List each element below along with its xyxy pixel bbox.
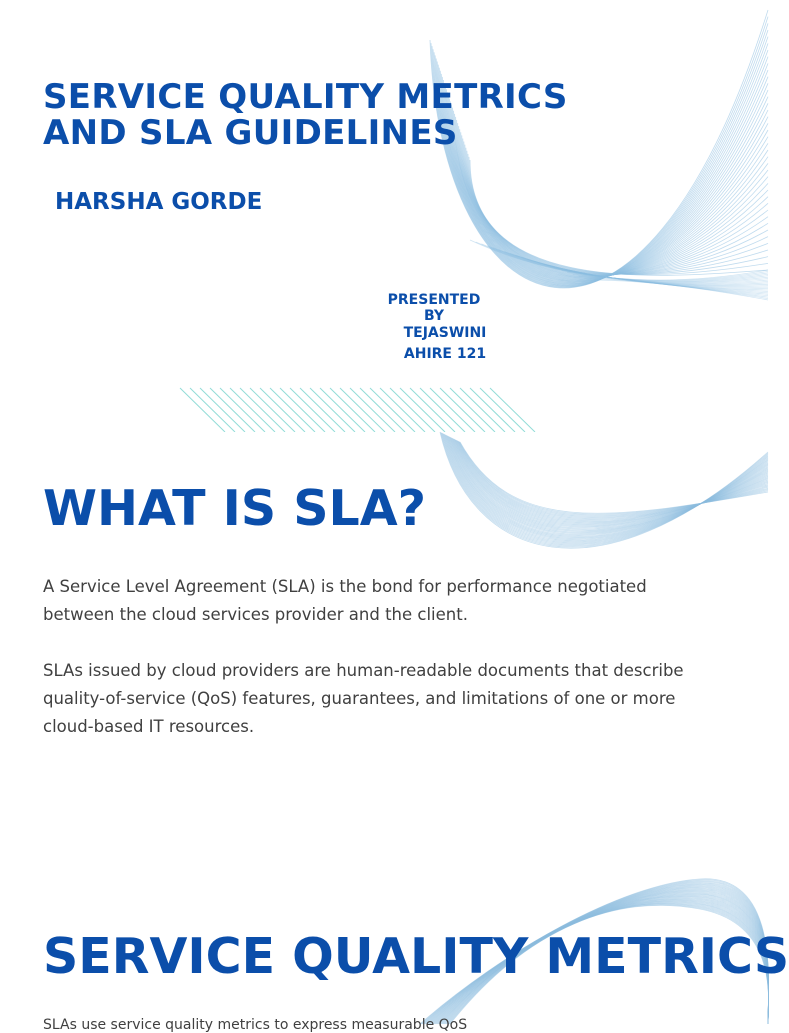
author-name: HARSHA GORDE: [55, 189, 263, 215]
service-quality-metrics-slide: [0, 864, 789, 1033]
sla-description-paragraph: SLAs issued by cloud providers are human-readable documents that describe quality-of-service (QoS) features, guarantees, and limitations of one or more cloud-based IT resources.: [43, 661, 684, 736]
diagonal-stripes-graphic: [0, 0, 768, 432]
presenter-name: TEJASWINI AHIRE 121: [403, 325, 487, 362]
title-slide: [0, 0, 768, 432]
presentation-title: SERVICE QUALITY METRICS AND SLA GUIDELINES: [43, 77, 568, 153]
sla-definition-paragraph: A Service Level Agreement (SLA) is the bond for performance negotiated between the cloud services provider and the client.: [43, 577, 647, 624]
metrics-intro-text: SLAs use service quality metrics to express measurable QoS: [43, 1017, 468, 1033]
presented-by-label: PRESENTED BY: [387, 292, 481, 324]
slide-heading: SERVICE QUALITY METRICS: [43, 928, 789, 985]
what-is-sla-slide: [0, 432, 768, 864]
slide-heading: WHAT IS SLA?: [43, 480, 427, 537]
